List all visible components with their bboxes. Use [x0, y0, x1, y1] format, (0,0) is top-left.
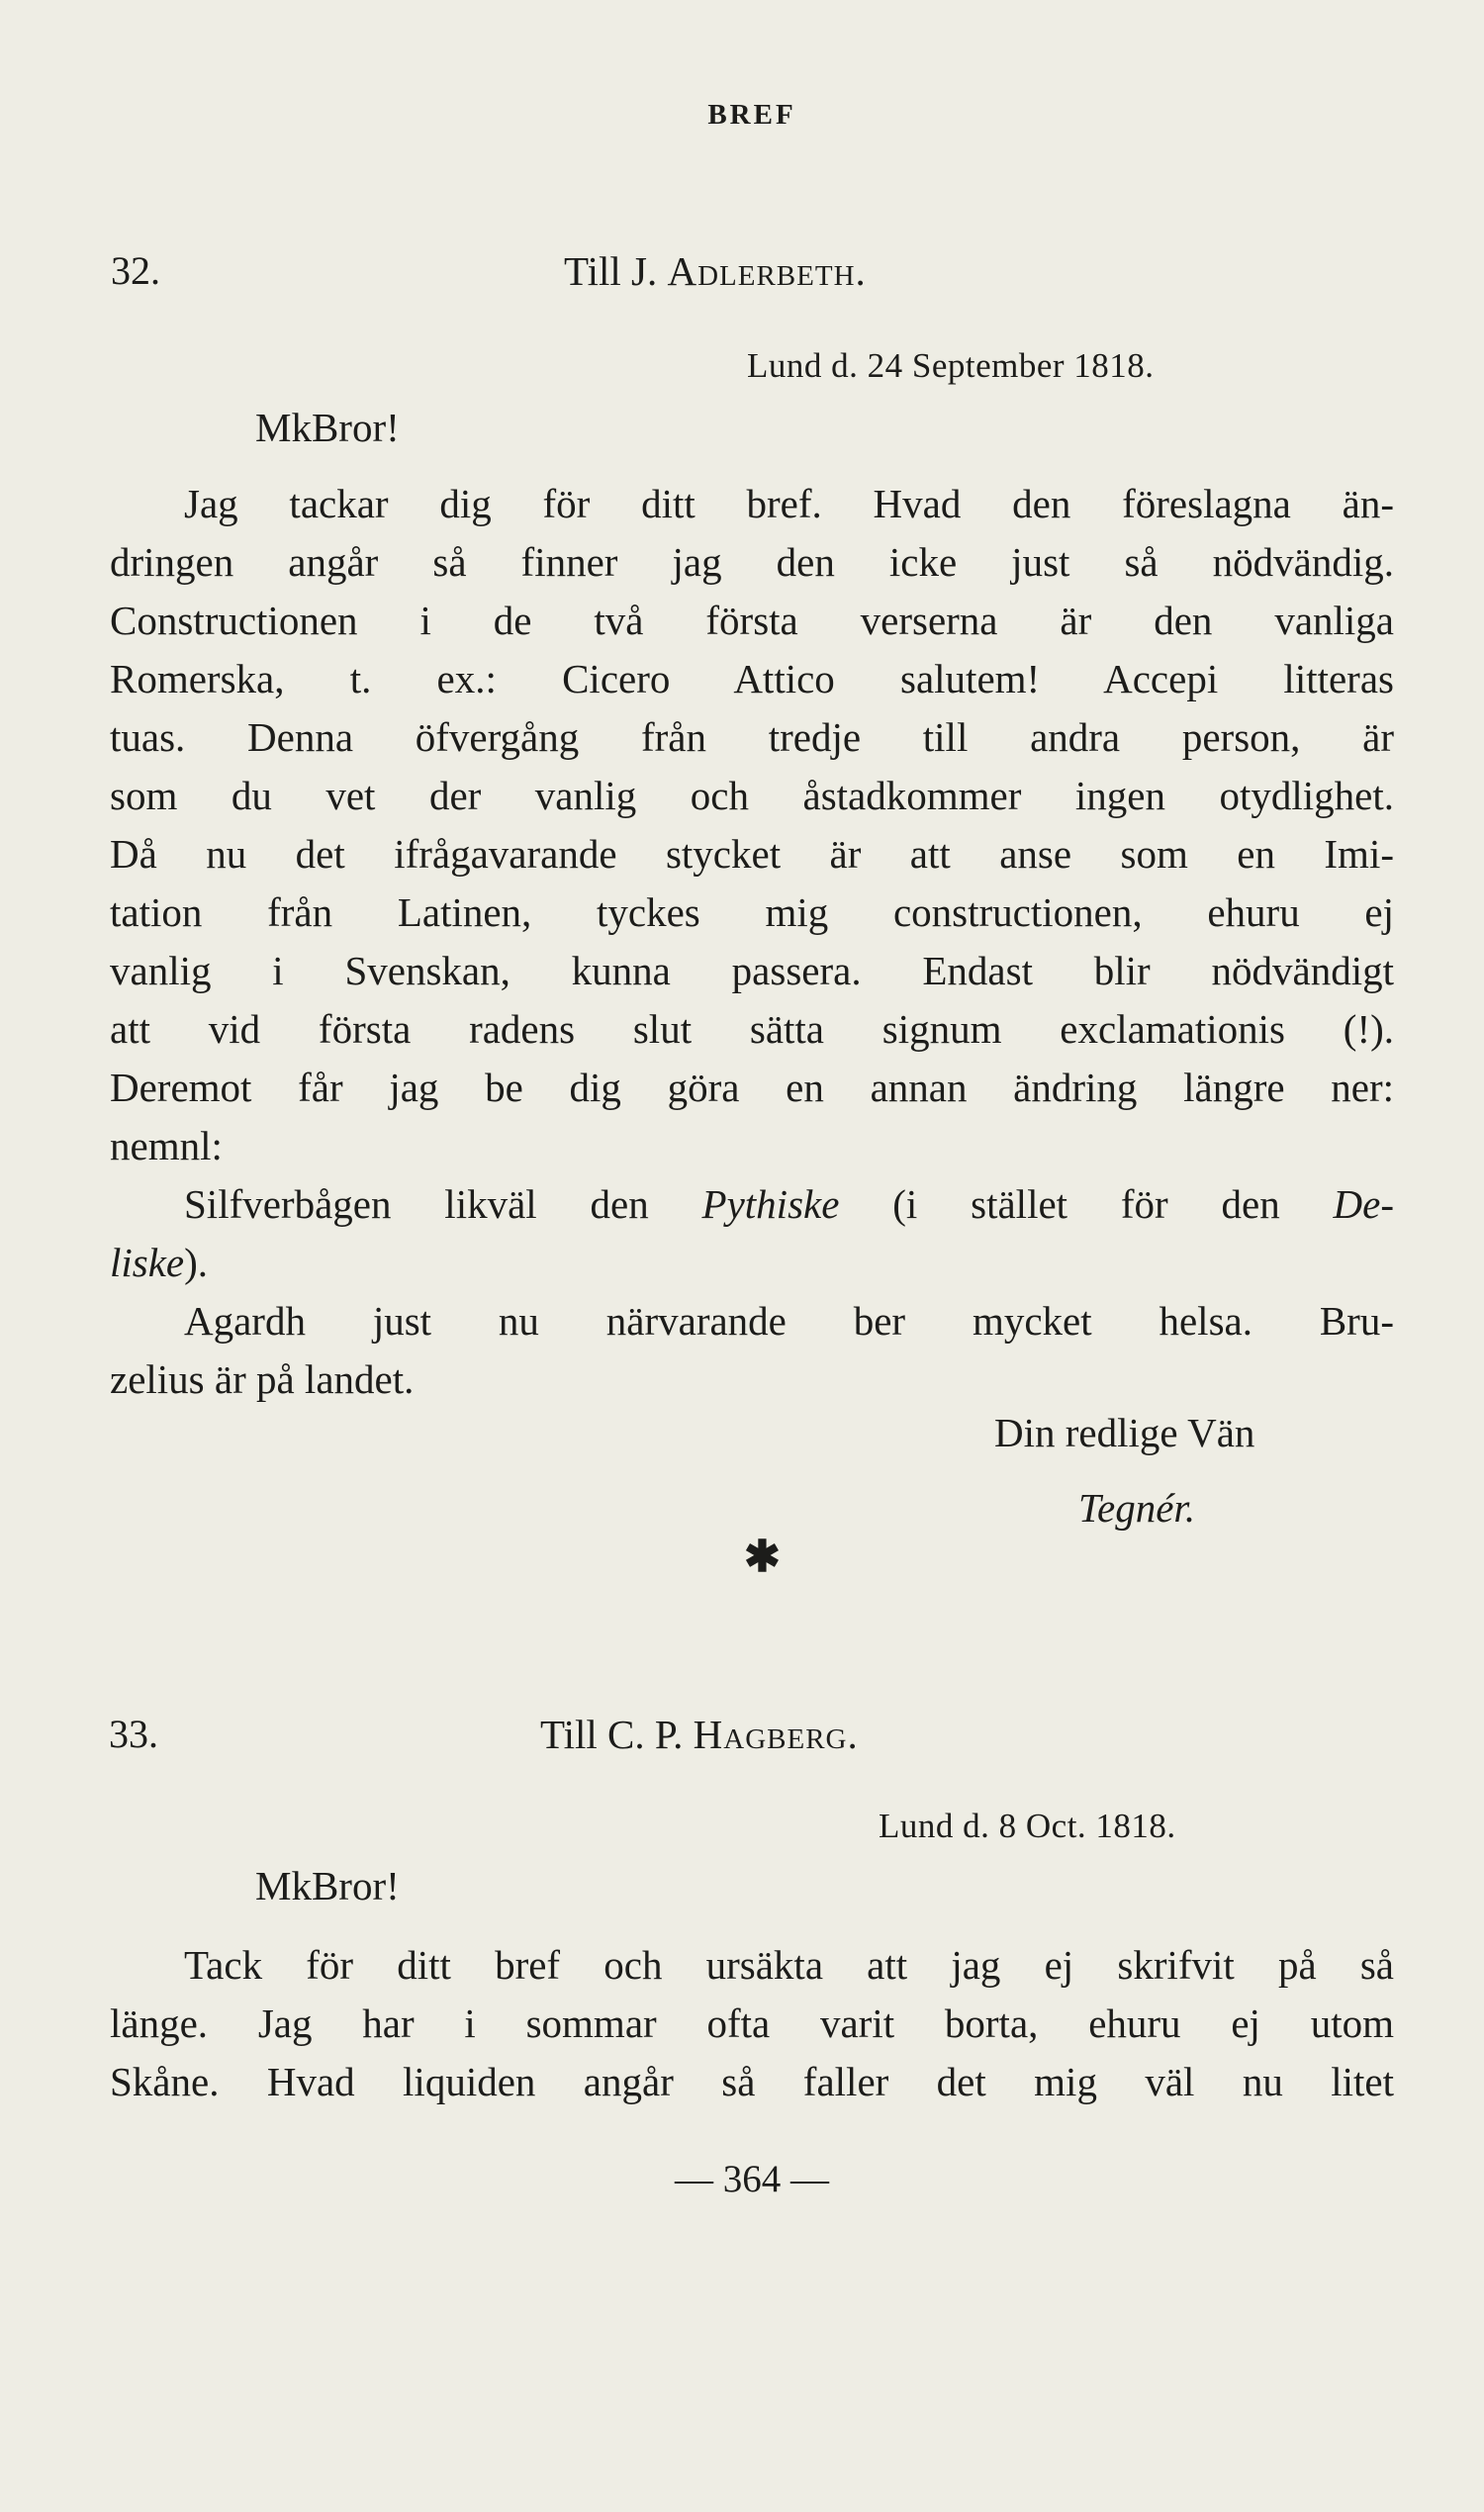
heading-prefix: Till C. P. — [540, 1712, 684, 1757]
dateline: Lund d. 8 Oct. 1818. — [879, 1807, 1176, 1845]
body-line: länge. Jag har i sommar ofta varit borta, ehuru ej utom — [110, 2000, 1394, 2046]
heading-recipient: Adlerbeth. — [667, 248, 867, 294]
body-line: Deremot får jag be dig göra en annan ändring längre ner: — [110, 1065, 1394, 1110]
section-separator-icon: ✱ — [744, 1533, 781, 1581]
signoff: Din redlige Vän — [994, 1410, 1255, 1455]
body-line: zelius är på landet. — [110, 1356, 415, 1402]
letter-body — [110, 475, 1394, 1409]
body-line: Romerska, t. ex.: Cicero Attico salutem! Accepi litteras — [110, 656, 1394, 701]
body-line: Agardh just nu närvarande ber mycket helsa. Bru- — [184, 1298, 1394, 1344]
letter-body — [110, 1936, 1394, 2111]
body-line: Skåne. Hvad liquiden angår så faller det mig väl nu litet — [110, 2059, 1394, 2104]
heading-prefix: Till J. — [564, 248, 658, 294]
signature: Tegnér. — [1078, 1485, 1196, 1531]
letter-number: 33. — [109, 1712, 158, 1756]
body-line: tation från Latinen, tyckes mig constructionen, ehuru ej — [110, 889, 1394, 935]
page-number: — 364 — — [675, 2158, 829, 2200]
body-line: Då nu det ifrågavarande stycket är att anse som en Imi- — [110, 831, 1394, 877]
heading-recipient: Hagberg. — [693, 1712, 859, 1757]
salutation: MkBror! — [255, 405, 400, 450]
letter-heading — [540, 1711, 859, 1758]
body-line: vanlig i Svenskan, kunna passera. Endast blir nödvändigt — [110, 948, 1394, 993]
body-line: Jag tackar dig för ditt bref. Hvad den föreslagna än- — [184, 481, 1394, 526]
quote-line: Silfverbågen likväl den Pythiske (i stället för den De- — [184, 1181, 1395, 1227]
salutation: MkBror! — [255, 1863, 400, 1908]
quote-line: liske). — [110, 1240, 209, 1285]
running-head: BREF — [707, 99, 796, 131]
body-line: Tack för ditt bref och ursäkta att jag ej skrifvit på så — [184, 1942, 1394, 1988]
letter-number: 32. — [111, 248, 160, 293]
body-line: Constructionen i de två första verserna är den vanliga — [110, 598, 1394, 643]
dateline: Lund d. 24 September 1818. — [747, 346, 1155, 385]
body-line: nemnl: — [110, 1123, 223, 1168]
body-line: tuas. Denna öfvergång från tredje till andra person, är — [110, 714, 1394, 760]
letter-heading — [564, 247, 867, 295]
body-line: dringen angår så finner jag den icke just så nödvändig. — [110, 539, 1394, 585]
body-line: som du vet der vanlig och åstadkommer ingen otydlighet. — [110, 773, 1394, 818]
body-line: att vid första radens slut sätta signum exclamationis (!). — [110, 1006, 1394, 1052]
